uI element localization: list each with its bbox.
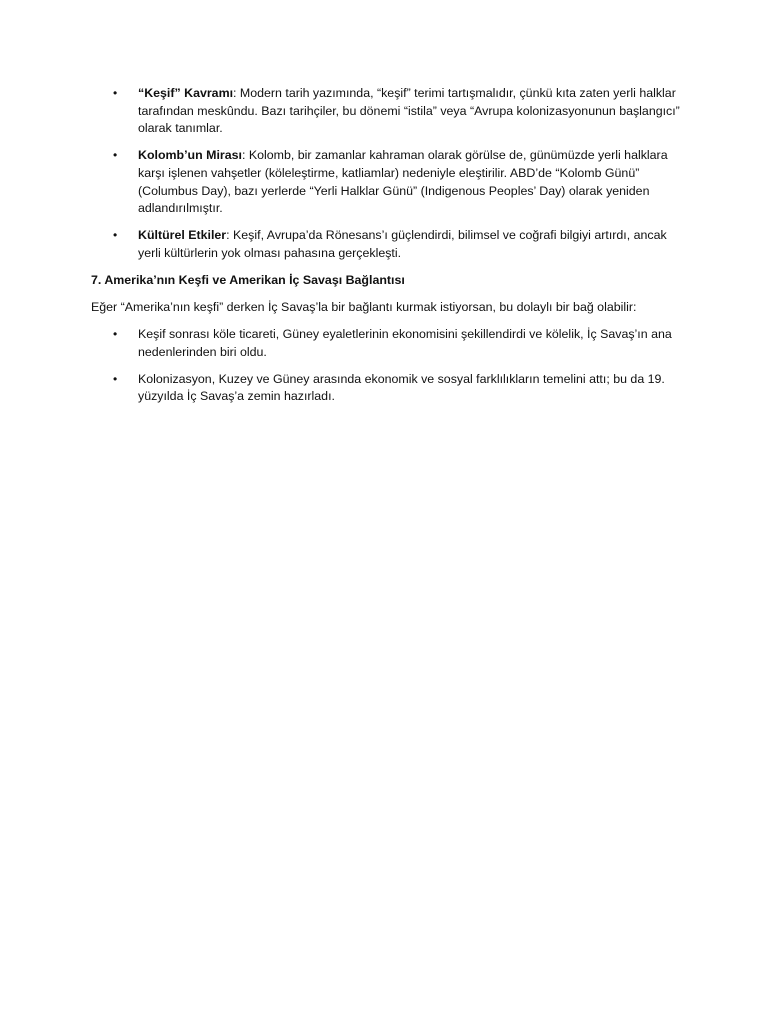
list-item-text: Keşif sonrası köle ticareti, Güney eyaletlerinin ekonomisini şekillendirdi ve kölelik, İç Savaş’ın ana nedenlerinden biri oldu. <box>138 326 672 359</box>
list-item <box>91 227 681 262</box>
list-item-lead: Kültürel Etkiler <box>138 228 227 243</box>
connection-bullet-list <box>91 326 681 406</box>
section-heading: 7. Amerika’nın Keşfi ve Amerikan İç Savaşı Bağlantısı <box>91 273 405 288</box>
list-item <box>91 85 681 138</box>
list-item-text: Kolonizasyon, Kuzey ve Güney arasında ekonomik ve sosyal farklılıkların temelini attı; bu da 19. yüzyılda İç Savaş’a zemin hazırladı. <box>138 371 665 404</box>
bullet-marker: • <box>113 326 118 341</box>
list-item <box>91 326 681 361</box>
concept-bullet-list <box>91 85 681 263</box>
document-content <box>91 85 681 415</box>
bullet-marker: • <box>113 148 118 163</box>
list-item-text: : Modern tarih yazımında, “keşif” terimi tartışmalıdır, çünkü kıta zaten yerli halklar tarafından meskûndu. Bazı tarihçiler, bu dönemi “istila” veya “Avrupa kolonizasyonunun başlangıcı” olarak tanımlar. <box>138 86 680 136</box>
list-item <box>91 147 681 217</box>
bullet-marker: • <box>113 228 118 243</box>
section-intro-paragraph: Eğer “Amerika’nın keşfi” derken İç Savaş’la bir bağlantı kurmak istiyorsan, bu dolaylı bir bağ olabilir: <box>91 299 637 314</box>
list-item-lead: Kolomb’un Mirası <box>138 148 242 163</box>
list-item-text: : Kolomb, bir zamanlar kahraman olarak görülse de, günümüzde yerli halklara karşı işlenen vahşetler (köleleştirme, katliamlar) nedeniyle eleştirilir. ABD’de “Kolomb Günü” (Columbus Day), bazı yerlerde “Yerli Halklar Günü” (Indigenous Peoples’ Day) olarak yeniden adlandırılmıştır. <box>138 148 668 216</box>
list-item-lead: “Keşif” Kavramı <box>138 86 234 100</box>
bullet-marker: • <box>113 86 118 100</box>
list-item <box>91 371 681 406</box>
bullet-marker: • <box>113 371 118 386</box>
list-item-text: : Keşif, Avrupa’da Rönesans’ı güçlendirdi, bilimsel ve coğrafi bilgiyi artırdı, ancak yerli kültürlerin yok olması pahasına gerçekleşti. <box>138 228 667 260</box>
